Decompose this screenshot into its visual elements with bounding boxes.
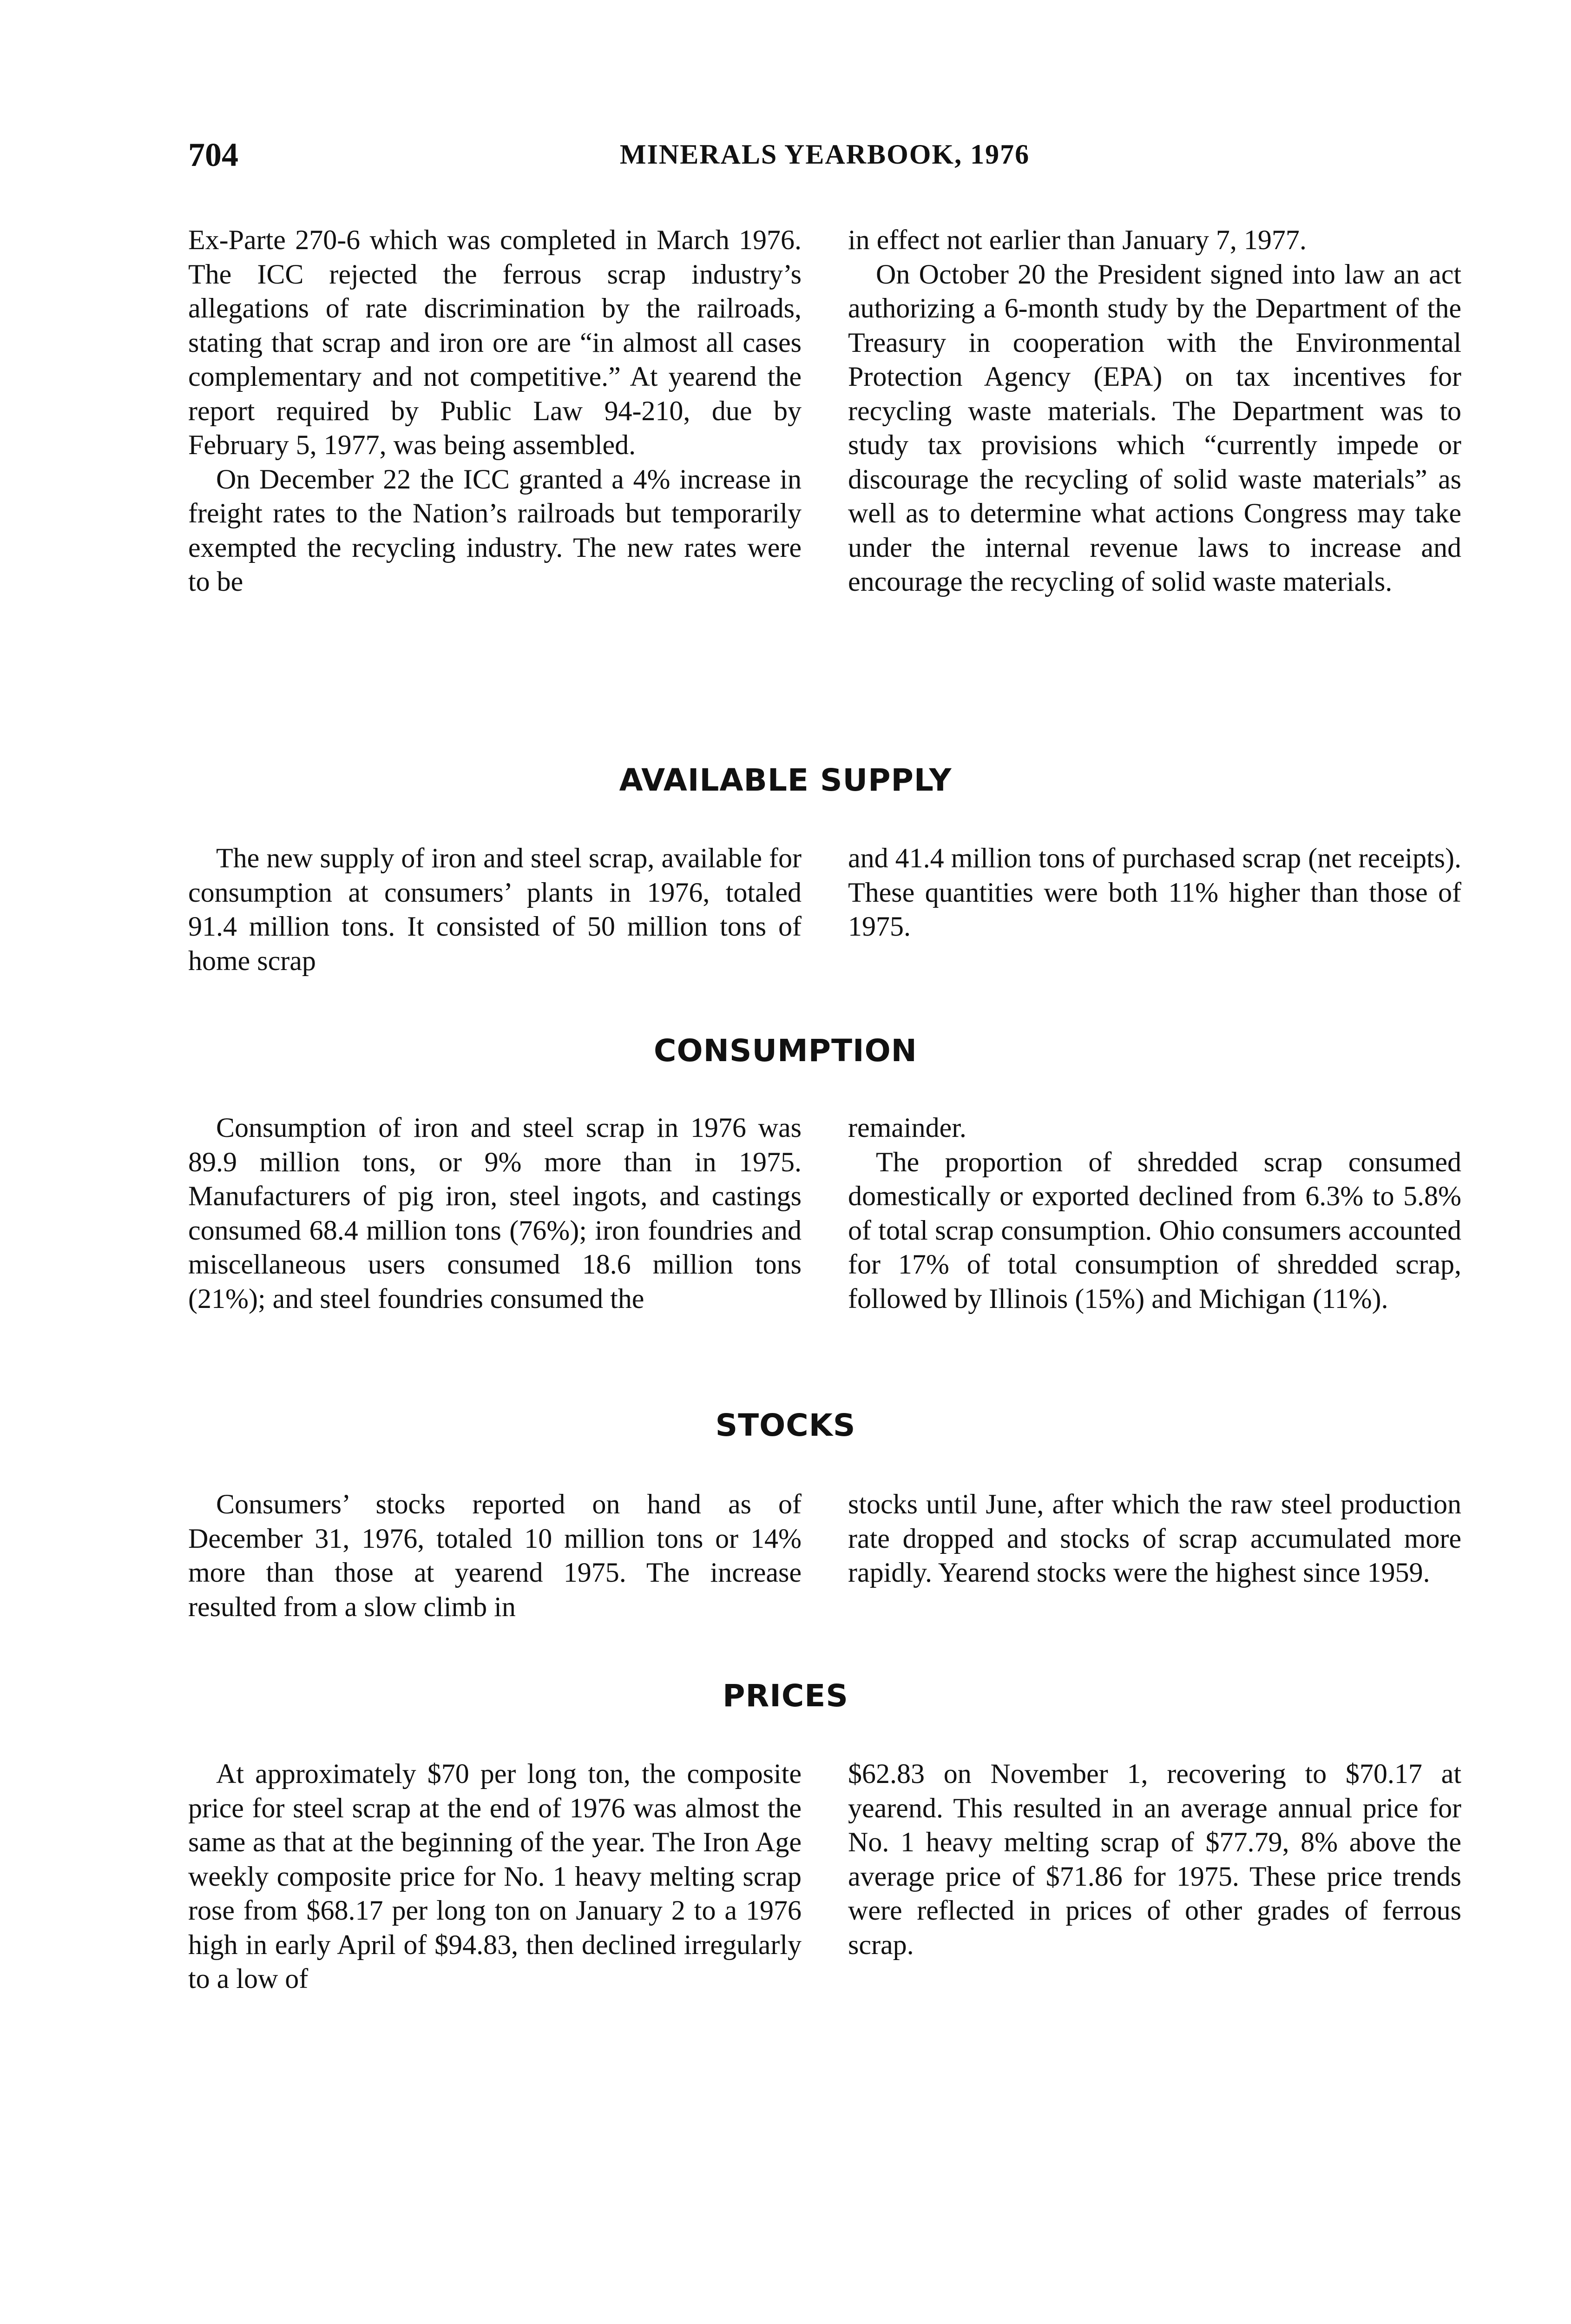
consumption-right-column bbox=[848, 1111, 1461, 1316]
stocks-left-column bbox=[188, 1487, 802, 1624]
prices-right-column bbox=[848, 1757, 1461, 1962]
paragraph: Consumption of iron and steel scrap in 1976 was 89.9 million tons, or 9% more than in 1975. Manufacturers of pig iron, steel ingots, and castings consumed 68.4 million tons (76%); iron foundries and miscellaneous users consumed 18.6 million tons (21%); and steel foundries consumed the bbox=[188, 1112, 802, 1314]
paragraph: At approximately $70 per long ton, the composite price for steel scrap at the end of 1976 was almost the same as that at the beginning of the year. The Iron Age weekly composite price for No. 1 heavy melting scrap rose from $68.17 per long ton on January 2 to a 1976 high in early April of $94.83, then declined irregularly to a low of bbox=[188, 1758, 802, 1994]
intro-left-column bbox=[188, 223, 802, 599]
consumption-text bbox=[188, 1111, 1461, 1334]
paragraph: Consumers’ stocks reported on hand as of December 31, 1976, totaled 10 million tons or 14% more than those at yearend 1975. The increase resulted from a slow climb in bbox=[188, 1489, 802, 1622]
paragraph: $62.83 on November 1, recovering to $70.17 at yearend. This resulted in an average annual price for No. 1 heavy melting scrap of $77.79, 8% above the average price of $71.86 for 1975. These price trends were reflected in prices of other grades of ferrous scrap. bbox=[848, 1758, 1461, 1960]
paragraph: remainder. bbox=[848, 1112, 966, 1143]
paragraph: On December 22 the ICC granted a 4% increase in freight rates to the Nation’s railroads but temporarily exempted the recycling industry. The new rates were to be bbox=[188, 463, 802, 597]
available-supply-left-column bbox=[188, 841, 802, 978]
running-title: MINERALS YEARBOOK, 1976 bbox=[619, 139, 1030, 170]
paragraph: On October 20 the President signed into law an act authorizing a 6-month study by the Department of the Treasury in cooperation with the Environmental Protection Agency (EPA) on tax incentives for recycling waste materials. The Department was to study tax provisions which “currently impede or discourage the recycling of solid waste materials” as well as to determine what actions Congress may take under the internal revenue laws to increase and encourage the recycling of solid waste materials. bbox=[848, 258, 1461, 597]
intro-text bbox=[188, 223, 1461, 716]
paragraph: in effect not earlier than January 7, 1977. bbox=[848, 224, 1307, 255]
stocks-right-column bbox=[848, 1487, 1461, 1590]
section-heading-prices: PRICES bbox=[723, 1678, 848, 1714]
prices-left-column bbox=[188, 1757, 802, 1996]
paragraph: The proportion of shredded scrap consumed domestically or exported declined from 6.3% to 5.8% of total scrap consumption. Ohio consumers accounted for 17% of total consumption of shredded scrap, followed by Illinois (15%) and Michigan (11%). bbox=[848, 1146, 1461, 1314]
paragraph: Ex-Parte 270-6 which was completed in March 1976. The ICC rejected the ferrous scrap industry’s allegations of rate discrimination by the railroads, stating that scrap and iron ore are “in almost all cases complementary and not competitive.” At yearend the report required by Public Law 94-210, due by February 5, 1977, was being assembled. bbox=[188, 224, 802, 460]
paragraph: The new supply of iron and steel scrap, available for consumption at consumers’ plants in 1976, totaled 91.4 million tons. It consisted of 50 million tons of home scrap bbox=[188, 843, 802, 976]
prices-text bbox=[188, 1757, 1461, 2017]
section-heading-stocks: STOCKS bbox=[715, 1407, 856, 1443]
page-number: 704 bbox=[188, 136, 238, 173]
intro-right-column bbox=[848, 223, 1461, 599]
stocks-text bbox=[188, 1487, 1461, 1641]
available-supply-right-column bbox=[848, 841, 1461, 944]
paragraph: and 41.4 million tons of purchased scrap (net receipts). These quantities were both 11% higher than those of 1975. bbox=[848, 843, 1461, 942]
paragraph: stocks until June, after which the raw steel production rate dropped and stocks of scrap accumulated more rapidly. Yearend stocks were the highest since 1959. bbox=[848, 1489, 1461, 1588]
running-head bbox=[188, 136, 1461, 178]
section-heading-available-supply: AVAILABLE SUPPLY bbox=[619, 762, 952, 798]
section-heading-consumption: CONSUMPTION bbox=[654, 1033, 917, 1069]
available-supply-text bbox=[188, 841, 1461, 995]
consumption-left-column bbox=[188, 1111, 802, 1316]
